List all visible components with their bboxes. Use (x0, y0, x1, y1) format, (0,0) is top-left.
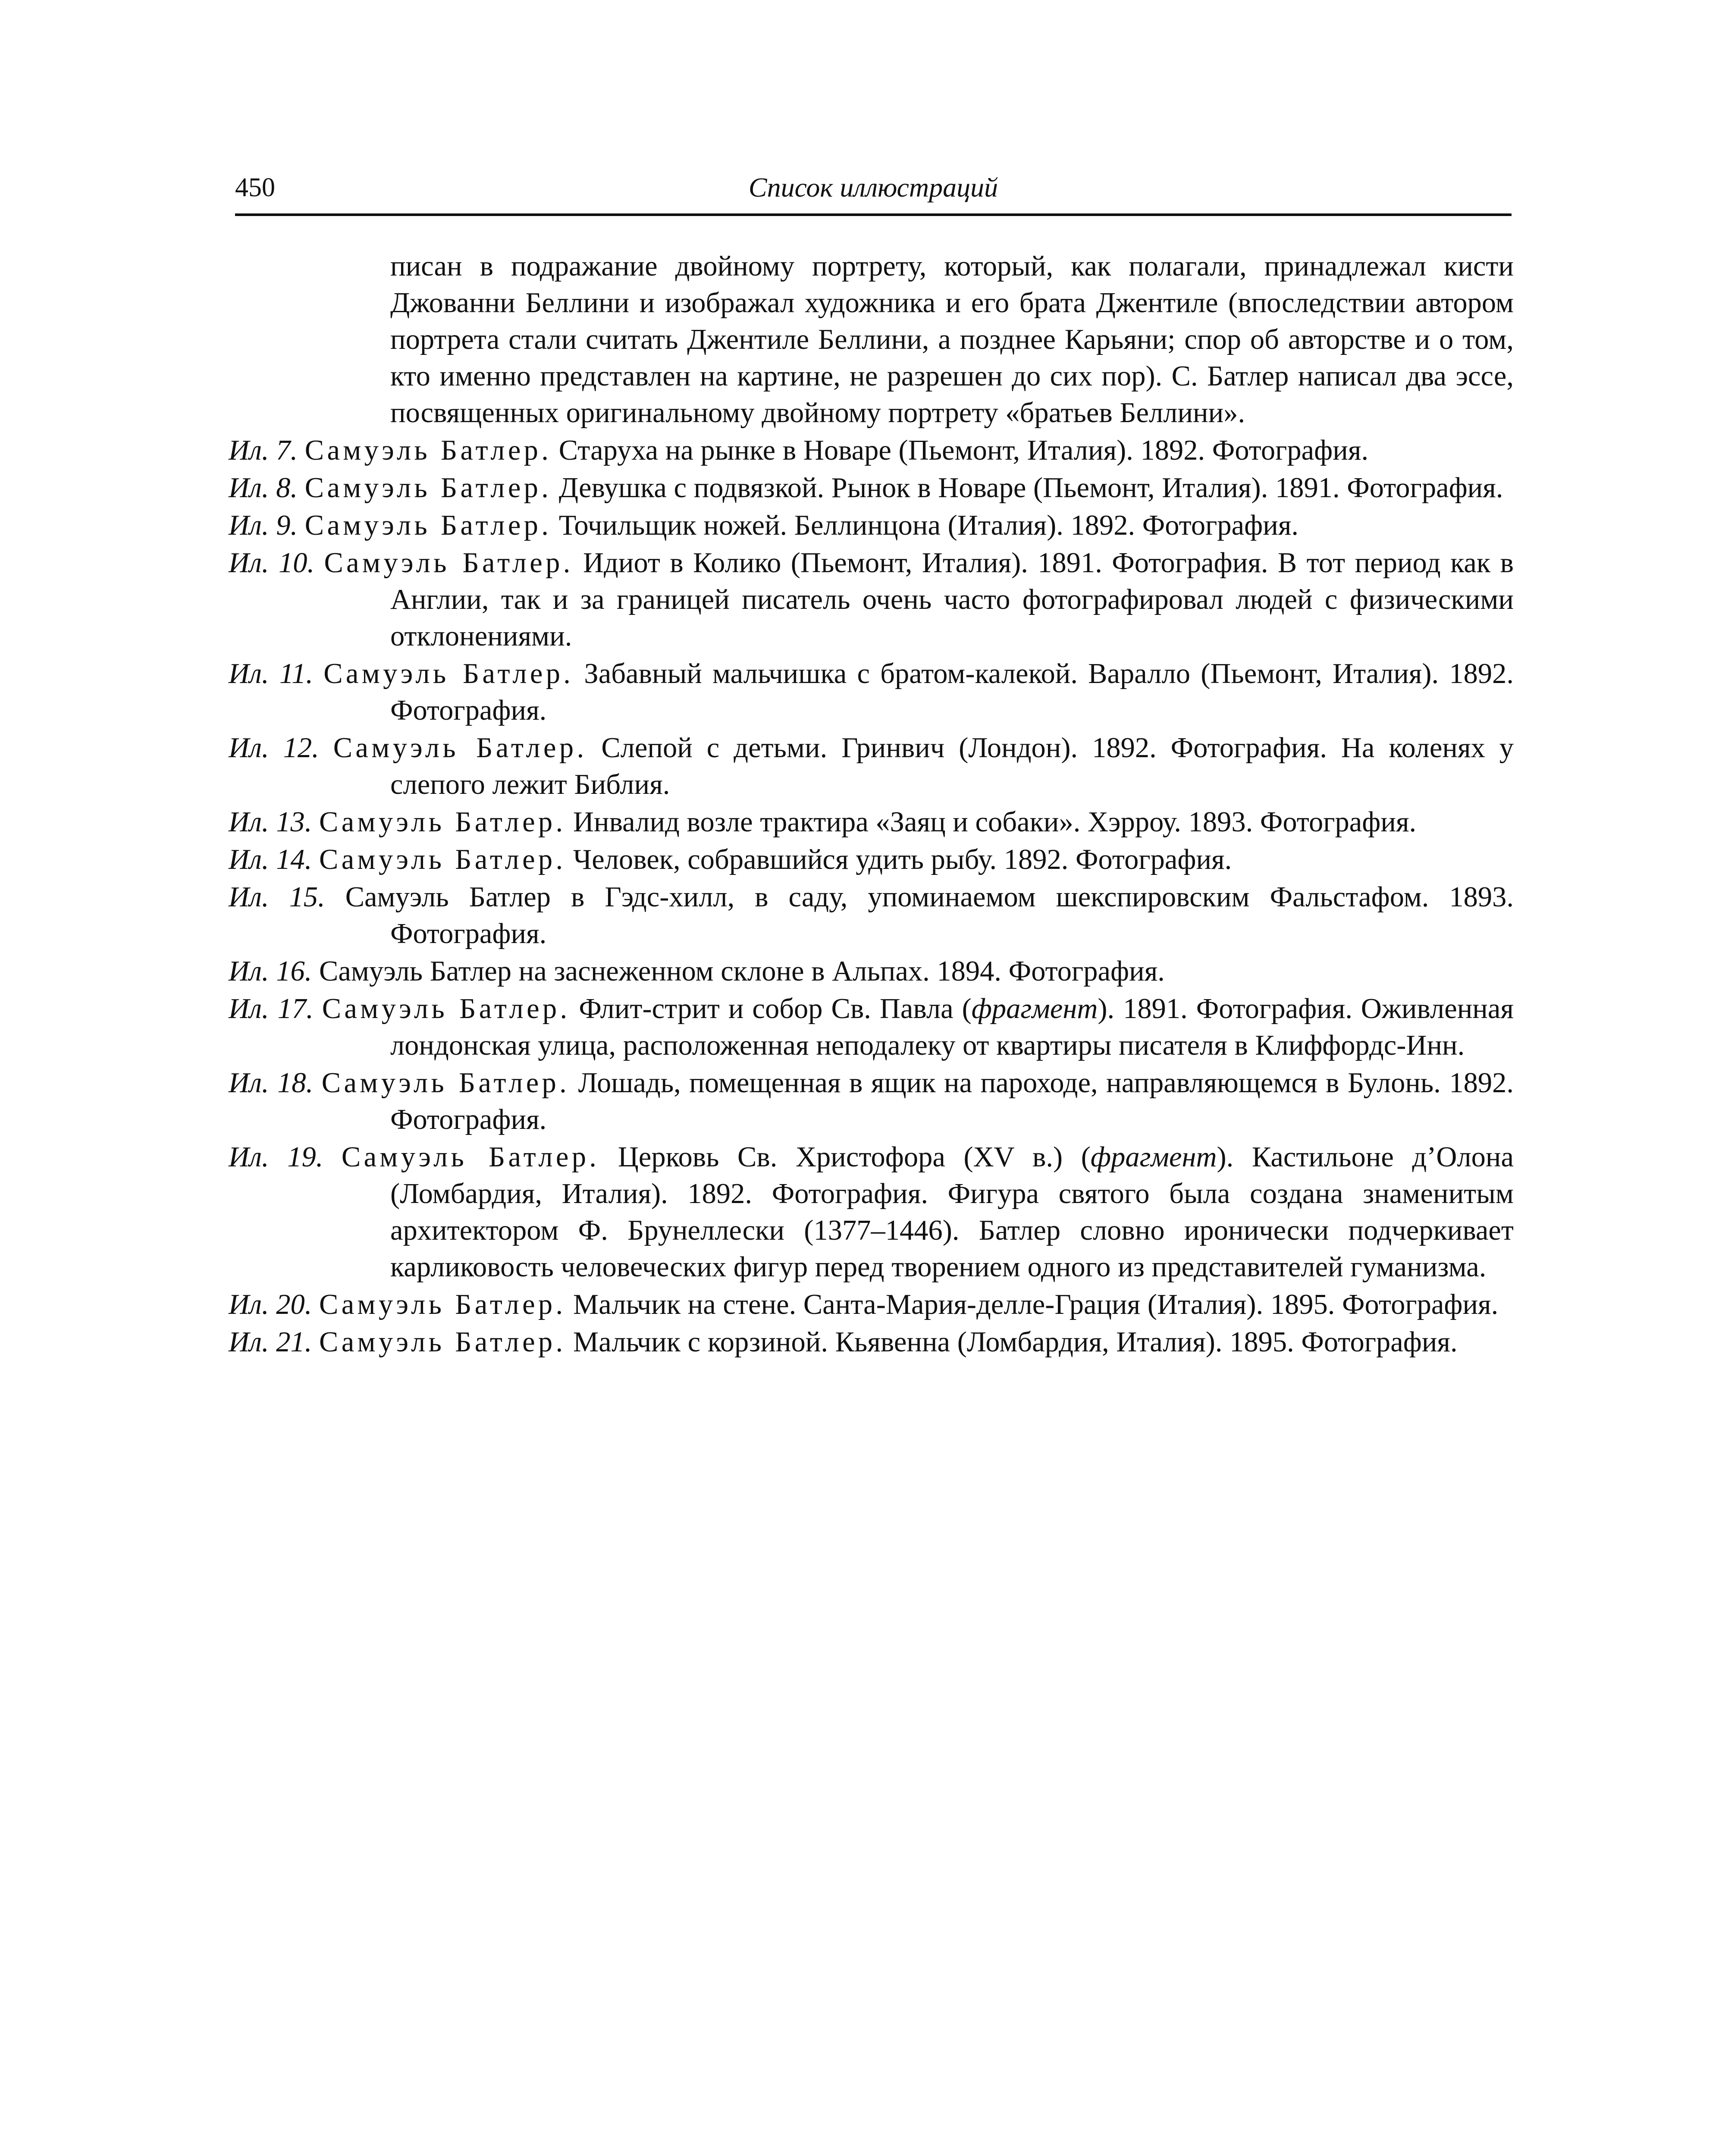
entry-text: Флит-стрит и собор Св. Павла ( (579, 993, 972, 1025)
illustration-entry-15 (229, 879, 1514, 952)
entry-label: Ил. 16. (229, 956, 312, 987)
illustration-entry-17 (229, 990, 1514, 1064)
entry-text: Инвалид возле трактира «Заяц и собаки». Хэрроу. 1893. Фотография. (573, 806, 1417, 838)
entry-text: Самуэль Батлер в Гэдс-хилл, в саду, упоминаемом шекспировским Фальстафом. 1893. Фотография. (345, 881, 1514, 950)
entry-emphasis: фрагмент (971, 993, 1098, 1025)
illustration-entry-21 (229, 1324, 1514, 1360)
entry-text: Самуэль Батлер на заснеженном склоне в Альпах. 1894. Фотография. (319, 956, 1165, 987)
entry-author: Самуэль Батлер. (319, 844, 566, 875)
entry-author: Самуэль Батлер. (304, 510, 552, 541)
illustration-entry-16 (229, 953, 1514, 990)
illustration-entry-8 (229, 470, 1514, 506)
entry-text: Идиот в Колико (Пьемонт, Италия). 1891. Фотография. В тот период как в Англии, так и за границей писатель очень часто фотографировал людей с физическими отклонениями. (390, 547, 1514, 652)
entry-emphasis: фрагмент (1090, 1141, 1217, 1173)
entry-text: Мальчик на стене. Санта-Мария-делле-Грация (Италия). 1895. Фотография. (573, 1289, 1499, 1320)
entry-author: Самуэль Батлер. (319, 1289, 566, 1320)
entry-label: Ил. 17. (229, 993, 314, 1025)
entry-author: Самуэль Батлер. (322, 993, 571, 1025)
entry-label: Ил. 9. (229, 510, 298, 541)
entry-text: Слепой с детьми. Гринвич (Лондон). 1892. Фотография. На коленях у слепого лежит Библия. (390, 732, 1514, 800)
entry-label: Ил. 15. (229, 881, 325, 913)
page-number: 450 (235, 173, 275, 202)
entry-label: Ил. 12. (229, 732, 319, 764)
illustration-entry-14 (229, 841, 1514, 878)
entry-label: Ил. 11. (229, 658, 314, 689)
illustration-entry-19 (229, 1139, 1514, 1285)
entry-text: Забавный мальчишка с братом-калекой. Варалло (Пьемонт, Италия). 1892. Фотография. (390, 658, 1514, 726)
entry-text: Старуха на рынке в Новаре (Пьемонт, Италия). 1892. Фотография. (558, 435, 1369, 466)
illustration-entry-20 (229, 1286, 1514, 1323)
illustration-entry-12 (229, 730, 1514, 803)
entry-text: Мальчик с корзиной. Кьявенна (Ломбардия, Италия). 1895. Фотография. (573, 1326, 1458, 1358)
entry-author: Самуэль Батлер. (319, 806, 566, 838)
entry-label: Ил. 20. (229, 1289, 312, 1320)
entry-author: Самуэль Батлер. (333, 732, 587, 764)
illustration-entry-18 (229, 1065, 1514, 1138)
continuation-paragraph: писан в подражание двойному портрету, который, как полагали, принадлежал кисти Джованни Беллини и изображал художника и его брата Джентиле (впоследствии автором портрета стали считать Джентиле Беллини, а позднее Карьяни; спор об авторстве и о том, кто именно представлен на картине, не разрешен до сих пор). С. Батлер написал два эссе, посвященных оригинальному двойному портрету «братьев Беллини». (390, 251, 1514, 429)
illustration-entry-13 (229, 804, 1514, 840)
illustration-list (229, 248, 1514, 1361)
entry-author: Самуэль Батлер. (324, 547, 574, 579)
entry-text: Церковь Св. Христофора (XV в.) ( (618, 1141, 1091, 1173)
illustration-entry-10 (229, 545, 1514, 655)
entry-author: Самуэль Батлер. (321, 1067, 570, 1099)
entry-text: Человек, собравшийся удить рыбу. 1892. Фотография. (573, 844, 1232, 875)
running-title: Список иллюстраций (748, 172, 998, 203)
entry-text: Лошадь, помещенная в ящик на пароходе, направляющемся в Булонь. 1892. Фотография. (390, 1067, 1514, 1135)
entry-text: Девушка с подвязкой. Рынок в Новаре (Пьемонт, Италия). 1891. Фотография. (558, 472, 1503, 504)
entry-author: Самуэль Батлер. (319, 1326, 566, 1358)
illustration-entry-11 (229, 655, 1514, 729)
entry-label: Ил. 10. (229, 547, 315, 579)
entry-label: Ил. 18. (229, 1067, 314, 1099)
entry-text: Точильщик ножей. Беллинцона (Италия). 1892. Фотография. (558, 510, 1299, 541)
entry-label: Ил. 7. (229, 435, 298, 466)
illustration-entry-9 (229, 507, 1514, 544)
entry-author: Самуэль Батлер. (341, 1141, 600, 1173)
entry-author: Самуэль Батлер. (304, 435, 552, 466)
entry-text-after: ). 1891. Фотография. Оживленная лондонская улица, расположенная неподалеку от квартиры писателя в Клиффордс-Инн. (390, 993, 1514, 1061)
entry-label: Ил. 14. (229, 844, 312, 875)
entry-author: Самуэль Батлер. (304, 472, 552, 504)
entry-label: Ил. 21. (229, 1326, 312, 1358)
illustration-entry-7 (229, 432, 1514, 469)
page-header (235, 166, 1512, 216)
entry-label: Ил. 19. (229, 1141, 323, 1173)
entry-label: Ил. 13. (229, 806, 312, 838)
entry-author: Самуэль Батлер. (323, 658, 574, 689)
entry-label: Ил. 8. (229, 472, 298, 504)
entry-text-after: ). Кастильоне д’Олона (Ломбардия, Италия). 1892. Фотография. Фигура святого была создана знаменитым архитектором Ф. Брунеллески (1377–1446). Батлер словно иронически подчеркивает карликовость человеческих фигур перед творением одного из представителей гуманизма. (390, 1141, 1514, 1283)
